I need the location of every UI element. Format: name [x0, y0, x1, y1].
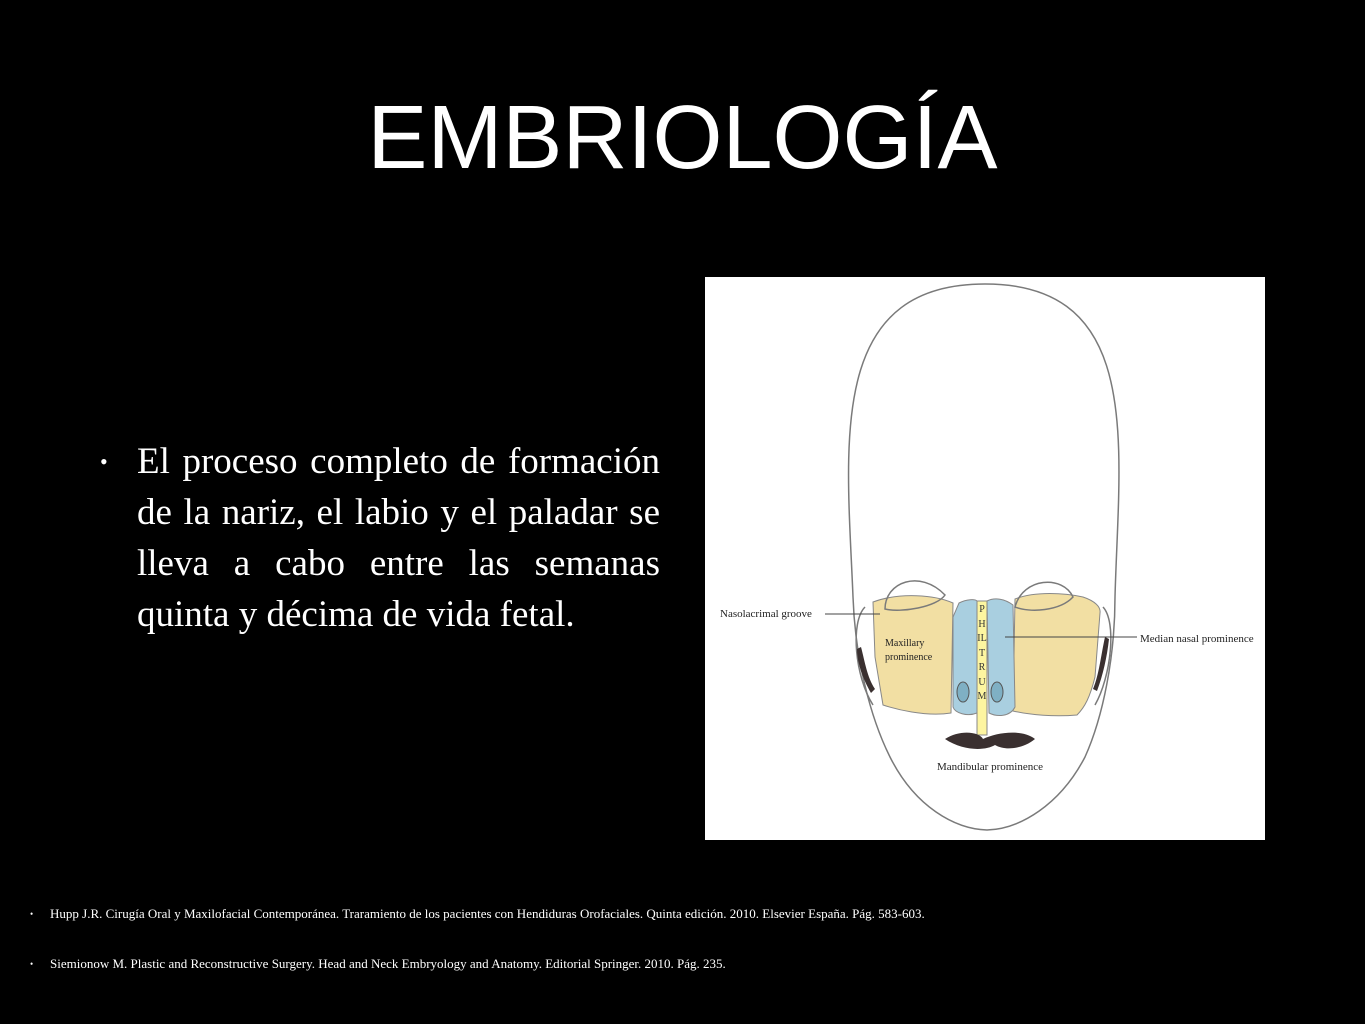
mandibular-prominence-label: Mandibular prominence	[937, 761, 1043, 773]
main-bullet	[100, 436, 660, 640]
reference-text: Siemionow M. Plastic and Reconstructive Surgery. Head and Neck Embryology and Anatomy. Editorial Springer. 2010. Pág. 235.	[50, 956, 726, 971]
maxillary-label-line1: Maxillary	[885, 638, 925, 649]
mandibular-mark	[945, 733, 1035, 749]
nasal-pit-left	[957, 682, 969, 702]
nasolacrimal-groove-label: Nasolacrimal groove	[720, 608, 812, 620]
maxillary-label-line2: prominence	[885, 652, 933, 663]
reference-item	[30, 956, 726, 972]
bullet-text: El proceso completo de formación de la nariz, el labio y el paladar se lleva a cabo entre las semanas quinta y décima de vida fetal.	[137, 441, 660, 635]
embryo-face-diagram	[705, 277, 1265, 840]
bullet-dot: •	[100, 449, 108, 474]
reference-bullet: •	[30, 959, 34, 969]
median-nasal-prominence-label: Median nasal prominence	[1140, 633, 1254, 645]
philtrum-label: PHILTRUM	[977, 604, 987, 702]
slide-title: EMBRIOLOGÍA	[367, 88, 998, 188]
reference-item	[30, 906, 925, 922]
reference-bullet: •	[30, 909, 34, 919]
reference-text: Hupp J.R. Cirugía Oral y Maxilofacial Contemporánea. Traramiento de los pacientes con Hendiduras Orofaciales. Quinta edición. 2010. Elsevier España. Pág. 583-603.	[50, 906, 925, 921]
nasal-pit-right	[991, 682, 1003, 702]
face-illustration	[705, 277, 1265, 840]
maxillary-prominence-right	[1013, 594, 1100, 716]
